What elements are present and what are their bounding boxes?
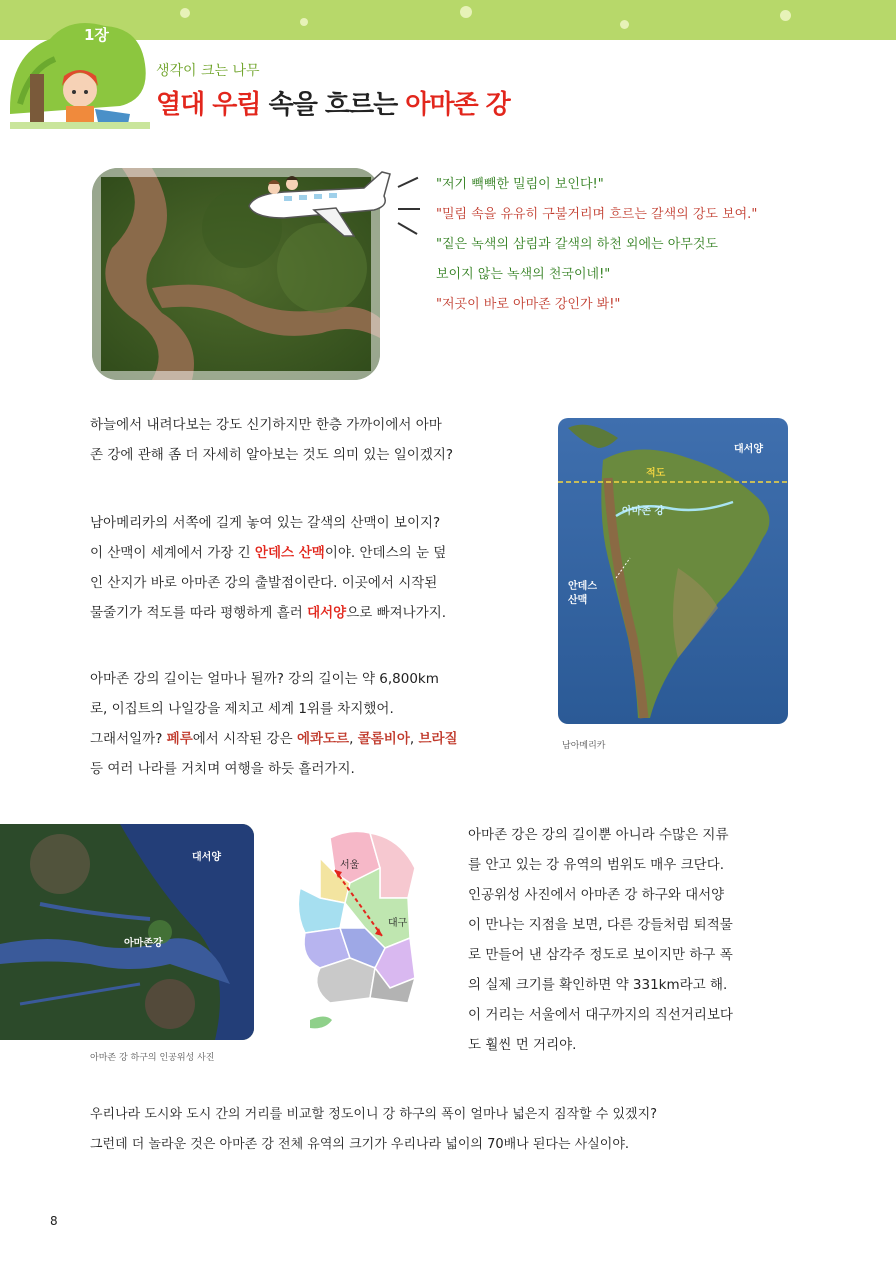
dialogue-line: "저기 빽빽한 밀림이 보인다!" bbox=[436, 177, 604, 192]
text-span: 이 산맥이 세계에서 가장 긴 bbox=[90, 545, 255, 561]
decor-dot bbox=[180, 8, 190, 18]
satellite-caption: 아마존 강 하구의 인공위성 사진 bbox=[90, 1053, 215, 1063]
dialogue-line: 보이지 않는 녹색의 천국이네!" bbox=[436, 267, 611, 282]
text-line: 인 산지가 바로 아마존 강의 출발점이란다. 이곳에서 시작된 bbox=[90, 575, 438, 591]
decor-dot bbox=[780, 10, 791, 21]
chapter-label: 1장 bbox=[84, 26, 109, 44]
keyword-ecuador: 에콰도르 bbox=[296, 731, 350, 747]
map-label-equator: 적도 bbox=[646, 468, 666, 479]
text-span: , bbox=[409, 731, 419, 747]
title-part-1: 열대 우림 bbox=[156, 90, 261, 120]
map-label-andes-2: 산맥 bbox=[568, 595, 588, 606]
text-line bbox=[90, 538, 530, 568]
text-span: 에서 시작된 강은 bbox=[192, 731, 297, 747]
south-america-map bbox=[558, 418, 788, 724]
paragraph-length bbox=[90, 664, 530, 784]
airplane-illustration bbox=[244, 166, 394, 246]
title-part-3: 아마존 강 bbox=[405, 90, 510, 120]
satellite-photo bbox=[0, 824, 254, 1040]
paragraph-andes bbox=[90, 508, 530, 628]
map-label-atlantic: 대서양 bbox=[734, 444, 763, 455]
korea-label-seoul: 서울 bbox=[340, 860, 360, 871]
text-span: 이야. 안데스의 눈 덮 bbox=[324, 545, 447, 561]
text-line: 아마존 강은 강의 길이뿐 아니라 수많은 지류 bbox=[468, 827, 729, 843]
page-title bbox=[156, 84, 510, 121]
satellite-label-amazon: 아마존강 bbox=[124, 938, 163, 949]
speech-pointer bbox=[398, 208, 420, 210]
text-span: , bbox=[349, 731, 358, 747]
text-line: 아마존 강의 길이는 얼마나 될까? 강의 길이는 약 6,800km bbox=[90, 671, 439, 687]
decor-dot bbox=[460, 6, 472, 18]
speech-pointer bbox=[398, 177, 419, 188]
title-part-2: 속을 흐르는 bbox=[260, 90, 406, 120]
tree-illustration bbox=[10, 14, 150, 129]
keyword-andes: 안데스 산맥 bbox=[254, 545, 325, 561]
text-line bbox=[90, 598, 530, 628]
text-span: 물줄기가 적도를 따라 평행하게 흘러 bbox=[90, 605, 308, 621]
keyword-brazil: 브라질 bbox=[418, 731, 458, 747]
text-line: 존 강에 관해 좀 더 자세히 알아보는 것도 의미 있는 일이겠지? bbox=[90, 447, 454, 463]
page-number: 8 bbox=[50, 1214, 58, 1228]
text-span: 으로 빠져나가지. bbox=[346, 605, 447, 621]
speech-pointer bbox=[398, 222, 418, 235]
text-line: 이 만나는 지점을 보면, 다른 강들처럼 퇴적물 bbox=[468, 917, 733, 933]
text-line: 의 실제 크기를 확인하면 약 331km라고 해. bbox=[468, 977, 728, 993]
decor-dot bbox=[620, 20, 629, 29]
keyword-colombia: 콜롬비아 bbox=[357, 731, 410, 747]
satellite-label-atlantic: 대서양 bbox=[192, 852, 221, 863]
dialogue bbox=[436, 170, 757, 320]
text-line: 하늘에서 내려다보는 강도 신기하지만 한층 가까이에서 아마 bbox=[90, 417, 442, 433]
text-line: 그런데 더 놀라운 것은 아마존 강 전체 유역의 크기가 우리나라 넓이의 70배나 된다는 사실이야. bbox=[90, 1137, 630, 1152]
map-caption: 남아메리카 bbox=[562, 741, 606, 751]
korea-map bbox=[290, 828, 440, 1038]
text-line: 도 훨씬 먼 거리야. bbox=[468, 1037, 577, 1053]
paragraph-summary bbox=[90, 1100, 810, 1160]
dialogue-line: "저곳이 바로 아마존 강인가 봐!" bbox=[436, 297, 621, 312]
decor-dot bbox=[300, 18, 308, 26]
text-line: 우리나라 도시와 도시 간의 거리를 비교할 정도이니 강 하구의 폭이 얼마나 넓은지 짐작할 수 있겠지? bbox=[90, 1107, 658, 1122]
text-line: 등 여러 나라를 거치며 여행을 하듯 흘러가지. bbox=[90, 761, 355, 777]
korea-label-daegu: 대구 bbox=[388, 918, 408, 929]
page-subtitle: 생각이 크는 나무 bbox=[156, 63, 260, 79]
text-line: 이 거리는 서울에서 대구까지의 직선거리보다 bbox=[468, 1007, 733, 1023]
map-label-andes bbox=[568, 580, 597, 608]
text-line: 남아메리카의 서쪽에 길게 놓여 있는 갈색의 산맥이 보이지? bbox=[90, 515, 441, 531]
map-label-amazon-river: 아마존 강 bbox=[622, 506, 665, 517]
map-label-andes-1: 안데스 bbox=[568, 581, 597, 592]
text-line: 로, 이집트의 나일강을 제치고 세계 1위를 차지했어. bbox=[90, 701, 394, 717]
text-span: 그래서일까? bbox=[90, 731, 167, 747]
text-line bbox=[90, 724, 530, 754]
keyword-peru: 페루 bbox=[166, 731, 193, 747]
paragraph-intro bbox=[90, 410, 530, 470]
text-line: 를 안고 있는 강 유역의 범위도 매우 크단다. bbox=[468, 857, 725, 873]
paragraph-estuary bbox=[468, 820, 798, 1060]
dialogue-line: "짙은 녹색의 삼림과 갈색의 하천 외에는 아무것도 bbox=[436, 237, 718, 252]
dialogue-line: "밀림 속을 유유히 구불거리며 흐르는 갈색의 강도 보여." bbox=[436, 207, 758, 222]
text-line: 인공위성 사진에서 아마존 강 하구와 대서양 bbox=[468, 887, 725, 903]
keyword-atlantic: 대서양 bbox=[307, 605, 347, 621]
text-line: 로 만들어 낸 삼각주 정도로 보이지만 하구 폭 bbox=[468, 947, 733, 963]
